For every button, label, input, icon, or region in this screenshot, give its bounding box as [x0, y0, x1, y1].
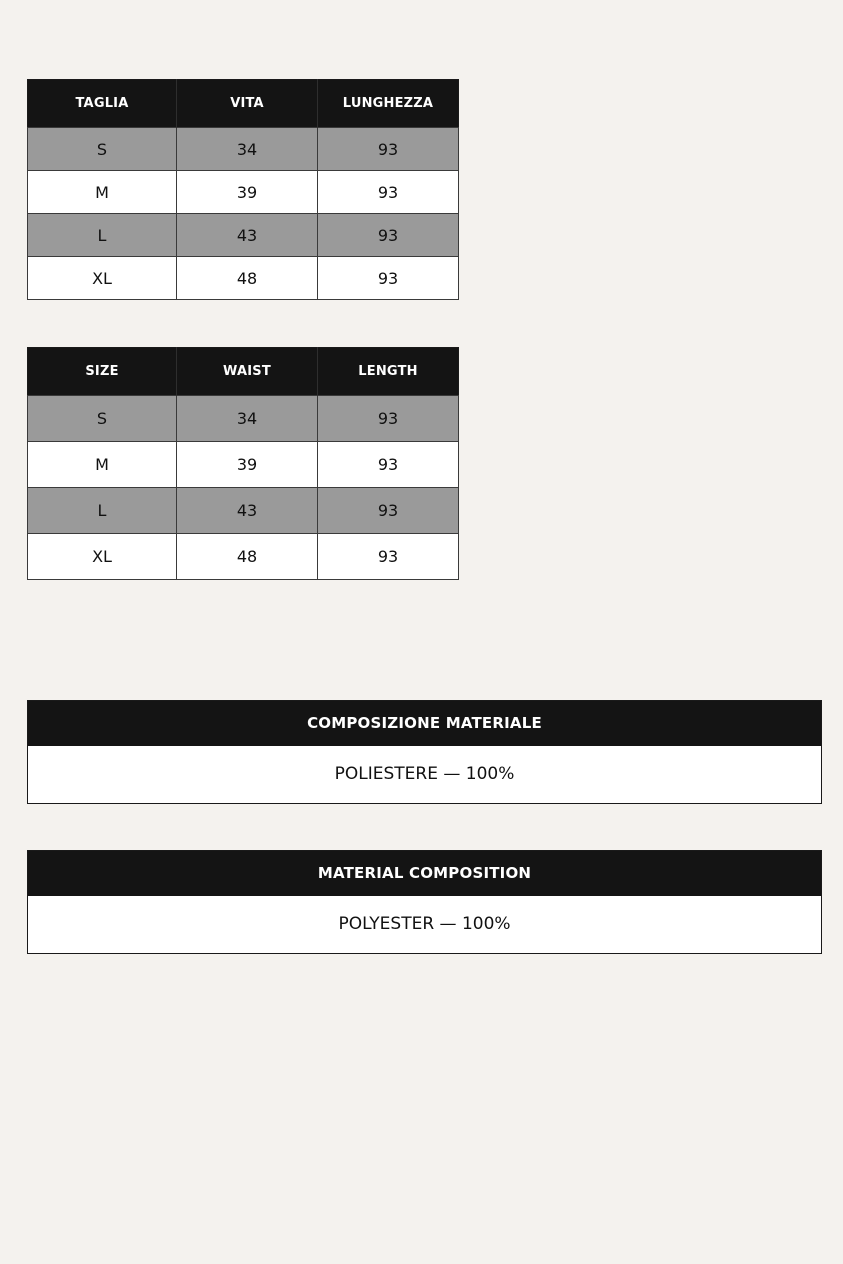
length-cell: 93 — [318, 534, 459, 580]
size-cell: L — [28, 488, 177, 534]
length-cell: 93 — [318, 128, 459, 171]
size-cell: L — [28, 214, 177, 257]
waist-cell: 39 — [177, 442, 318, 488]
table-header-row — [28, 348, 459, 396]
composition-value: POLYESTER — 100% — [28, 896, 821, 953]
table-row — [28, 442, 459, 488]
size-cell: M — [28, 442, 177, 488]
size-cell: XL — [28, 257, 177, 300]
column-header-size: TAGLIA — [28, 80, 177, 128]
composition-value: POLIESTERE — 100% — [28, 746, 821, 803]
table-row — [28, 534, 459, 580]
column-header-waist: WAIST — [177, 348, 318, 396]
composition-title: MATERIAL COMPOSITION — [28, 851, 821, 896]
material-composition-italian — [27, 700, 822, 804]
size-chart-table-italian — [27, 79, 459, 300]
table-row — [28, 128, 459, 171]
length-cell: 93 — [318, 171, 459, 214]
table-row — [28, 257, 459, 300]
size-chart-table-english — [27, 347, 459, 580]
waist-cell: 48 — [177, 534, 318, 580]
length-cell: 93 — [318, 488, 459, 534]
column-header-length: LUNGHEZZA — [318, 80, 459, 128]
column-header-size: SIZE — [28, 348, 177, 396]
table-row — [28, 214, 459, 257]
waist-cell: 48 — [177, 257, 318, 300]
material-composition-english — [27, 850, 822, 954]
length-cell: 93 — [318, 214, 459, 257]
table-row — [28, 171, 459, 214]
column-header-length: LENGTH — [318, 348, 459, 396]
table-row — [28, 396, 459, 442]
waist-cell: 34 — [177, 128, 318, 171]
table-header-row — [28, 80, 459, 128]
size-cell: M — [28, 171, 177, 214]
waist-cell: 34 — [177, 396, 318, 442]
waist-cell: 43 — [177, 488, 318, 534]
waist-cell: 39 — [177, 171, 318, 214]
length-cell: 93 — [318, 442, 459, 488]
size-cell: XL — [28, 534, 177, 580]
length-cell: 93 — [318, 396, 459, 442]
composition-title: COMPOSIZIONE MATERIALE — [28, 701, 821, 746]
size-cell: S — [28, 128, 177, 171]
table-row — [28, 488, 459, 534]
length-cell: 93 — [318, 257, 459, 300]
size-cell: S — [28, 396, 177, 442]
waist-cell: 43 — [177, 214, 318, 257]
column-header-waist: VITA — [177, 80, 318, 128]
